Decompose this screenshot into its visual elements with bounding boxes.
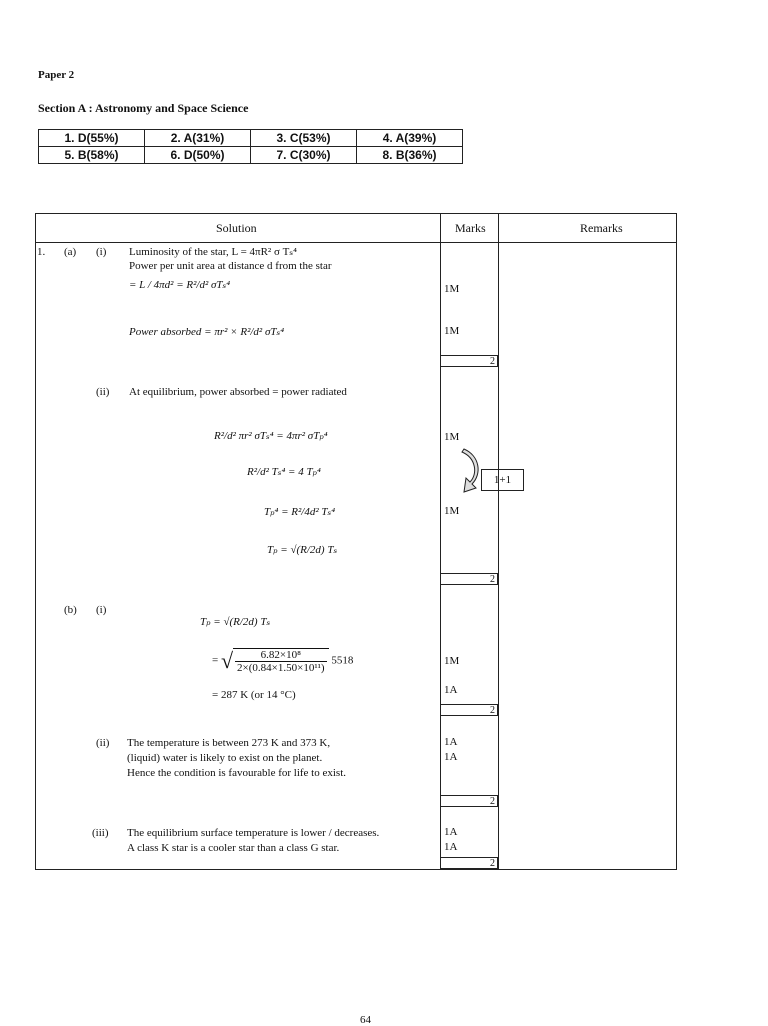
mark-award: 1M — [444, 325, 460, 337]
solution-text: The equilibrium surface temperature is lower / decreases. — [127, 827, 380, 839]
subtotal-box: 2 — [440, 355, 498, 367]
mark-award: 1A — [444, 841, 458, 853]
bracket-arrow-icon — [456, 448, 484, 502]
mcq-answer-table — [38, 129, 463, 164]
subpart-label: (i) — [96, 246, 107, 258]
divider — [440, 213, 441, 870]
solution-text: Luminosity of the star, L = 4πR² σ Tₛ⁴ — [129, 246, 297, 258]
mcq-cell: 8. B(36%) — [357, 147, 463, 164]
subpart-label: (iii) — [92, 827, 109, 839]
page-number: 64 — [360, 1014, 371, 1026]
paper-label: Paper 2 — [38, 69, 75, 81]
mark-award: 1A — [444, 826, 458, 838]
equation — [129, 325, 284, 338]
header-marks: Marks — [455, 221, 486, 235]
mark-award: 1M — [444, 505, 460, 517]
mcq-cell: 1. D(55%) — [39, 130, 145, 147]
subtotal-box: 2 — [440, 857, 498, 869]
subtotal-box: 2 — [440, 704, 498, 716]
solution-text: The temperature is between 273 K and 373 K, — [127, 737, 331, 749]
subpart-label: (ii) — [96, 386, 110, 398]
equation-multiplier: 5518 — [331, 654, 354, 667]
equation-text: Tₚ = √(R/2d) Tₛ — [267, 544, 338, 556]
part-label: (b) — [64, 604, 77, 616]
mcq-cell: 5. B(58%) — [39, 147, 145, 164]
solution-text: Hence the condition is favourable for life to exist. — [127, 767, 347, 779]
mark-award: 1A — [444, 751, 458, 763]
section-title: Section A : Astronomy and Space Science — [38, 101, 249, 115]
mcq-cell: 7. C(30%) — [251, 147, 357, 164]
divider — [498, 213, 499, 870]
header-remarks: Remarks — [580, 221, 623, 235]
solution-text: Power per unit area at distance d from the star — [129, 260, 332, 272]
mcq-cell: 6. D(50%) — [145, 147, 251, 164]
solution-text: (liquid) water is likely to exist on the planet. — [127, 752, 323, 764]
equation-text: Tₚ⁴ = R²/4d² Tₛ⁴ — [264, 506, 336, 518]
equation: = √ $\frac{\text{6.82×10⁸}}{\text{2×(0.84×1.50×10¹¹)}}$ 5518 — [212, 648, 354, 674]
mark-award: 1A — [444, 684, 458, 696]
subpart-label: (ii) — [96, 737, 110, 749]
combined-mark-note: 1+1 — [481, 469, 524, 491]
subtotal-box: 2 — [440, 795, 498, 807]
equation-text: Power absorbed = πr² × R²/d² σTₛ⁴ — [129, 326, 285, 338]
divider — [35, 242, 677, 243]
question-number: 1. — [37, 246, 46, 258]
equation-text: Tₚ = √(R/2d) Tₛ — [200, 616, 271, 628]
equation-text: R²/d² Tₛ⁴ = 4 Tₚ⁴ — [247, 466, 321, 478]
solution-result: = 287 K (or 14 °C) — [212, 689, 296, 701]
subtotal-box: 2 — [440, 573, 498, 585]
solution-text: At equilibrium, power absorbed = power radiated — [129, 386, 347, 398]
equation-text: R²/d² πr² σTₛ⁴ = 4πr² σTₚ⁴ — [214, 430, 328, 442]
subpart-label: (i) — [96, 604, 107, 616]
equation-numerator: 6.82×10⁸ — [235, 649, 327, 662]
mark-award: 1M — [444, 283, 460, 295]
solution-text: A class K star is a cooler star than a class G star. — [127, 842, 340, 854]
equation — [129, 278, 230, 291]
mark-award: 1M — [444, 431, 460, 443]
mark-award: 1M — [444, 655, 460, 667]
mcq-cell: 2. A(31%) — [145, 130, 251, 147]
equation-denominator: 2×(0.84×1.50×10¹¹) — [237, 662, 325, 674]
equation-text: = L / 4πd² = R²/d² σTₛ⁴ — [129, 279, 231, 291]
part-label: (a) — [64, 246, 77, 258]
mark-award: 1A — [444, 736, 458, 748]
header-solution: Solution — [216, 221, 257, 235]
mcq-cell: 3. C(53%) — [251, 130, 357, 147]
mcq-cell: 4. A(39%) — [357, 130, 463, 147]
